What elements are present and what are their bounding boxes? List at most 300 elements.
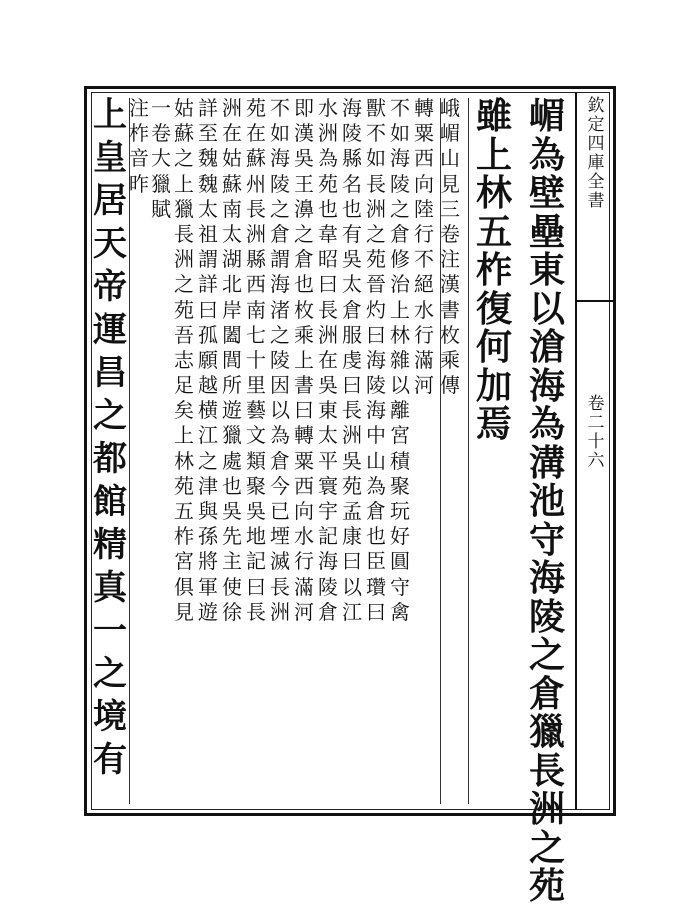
glyph: 蘇	[222, 171, 242, 196]
glyph: 也	[294, 272, 314, 297]
glyph: 陵	[342, 121, 362, 146]
glyph: 服	[342, 322, 362, 347]
glyph: 謂	[198, 247, 218, 272]
glyph: 已	[270, 499, 290, 523]
glyph: 曰	[366, 322, 386, 347]
glyph: 嵋	[528, 95, 565, 137]
glyph: 足	[174, 373, 194, 398]
glyph: 倉	[270, 221, 290, 246]
glyph: 都	[93, 439, 127, 479]
glyph: 因	[270, 373, 290, 398]
note-text-column-4	[412, 98, 436, 400]
glyph: 滿	[414, 347, 434, 372]
glyph: 為	[318, 146, 338, 171]
glyph: 以	[528, 287, 565, 330]
glyph: 也	[222, 473, 242, 498]
glyph: 東	[318, 398, 338, 423]
glyph: 堙	[270, 524, 290, 549]
glyph: 長	[174, 221, 194, 246]
glyph: 柞	[174, 524, 194, 549]
glyph: 之	[198, 448, 218, 473]
glyph: 離	[390, 398, 410, 423]
glyph: 康	[342, 524, 362, 549]
glyph: 陵	[270, 347, 290, 372]
glyph: 北	[222, 272, 242, 297]
glyph: 里	[246, 373, 266, 398]
glyph: 海	[342, 96, 362, 120]
note-text-column-13	[196, 98, 220, 627]
glyph: 乘	[440, 347, 460, 372]
glyph: 韋	[318, 221, 338, 246]
glyph: 山	[440, 146, 460, 171]
glyph: 水	[294, 524, 314, 549]
glyph: 好	[390, 524, 410, 549]
glyph: 一	[151, 96, 171, 120]
glyph: 徐	[222, 599, 242, 624]
glyph: 之	[174, 272, 194, 297]
glyph: 大	[151, 146, 171, 171]
glyph: 賦	[151, 196, 171, 221]
glyph: 縣	[342, 146, 362, 171]
glyph: 苑	[366, 247, 386, 272]
glyph: 見	[440, 171, 460, 196]
note-text-column-5	[388, 98, 412, 627]
glyph: 長	[528, 749, 565, 792]
glyph: 願	[198, 347, 218, 372]
note-text-column-10	[268, 98, 292, 627]
glyph: 晉	[366, 272, 386, 297]
glyph: 之	[93, 396, 127, 436]
glyph: 如	[270, 121, 290, 146]
glyph: 在	[318, 347, 338, 372]
glyph: 五	[475, 210, 512, 253]
glyph: 蘇	[246, 146, 266, 171]
glyph: 上	[475, 133, 512, 176]
glyph: 為	[528, 403, 565, 445]
glyph: 孤	[198, 322, 218, 347]
glyph: 宮	[390, 423, 410, 448]
glyph: 以	[342, 574, 362, 599]
glyph: 音	[129, 146, 149, 171]
glyph: 之	[528, 826, 565, 869]
glyph: 卷	[440, 221, 460, 246]
glyph: 宇	[318, 499, 338, 523]
glyph: 書	[440, 297, 460, 322]
glyph: 苑	[246, 96, 266, 120]
glyph: 記	[246, 549, 266, 574]
glyph: 長	[366, 171, 386, 196]
note-text-column-3	[438, 98, 462, 400]
glyph: 傳	[440, 373, 460, 398]
glyph: 軍	[198, 574, 218, 599]
glyph: 州	[246, 171, 266, 196]
glyph: 洲	[528, 788, 565, 830]
glyph: 越	[198, 373, 218, 398]
glyph: 也	[318, 196, 338, 221]
glyph: 何	[475, 326, 512, 368]
glyph: 行	[294, 549, 314, 574]
glyph: 所	[222, 373, 242, 398]
glyph: 嵋	[440, 121, 460, 146]
glyph: 太	[222, 221, 242, 246]
glyph: 書	[587, 191, 605, 211]
glyph: 十	[587, 432, 605, 452]
glyph: 洲	[222, 96, 242, 120]
glyph: 治	[390, 272, 410, 297]
glyph: 之	[366, 221, 386, 246]
note-text-column-12	[220, 98, 244, 627]
glyph: 地	[246, 524, 266, 549]
glyph: 洲	[318, 121, 338, 146]
glyph: 宮	[174, 549, 194, 574]
column-rule	[129, 98, 130, 804]
glyph: 天	[93, 224, 127, 264]
glyph: 瓚	[366, 574, 386, 599]
glyph: 海	[528, 364, 565, 407]
glyph: 倉	[270, 448, 290, 473]
note-text-column-6	[364, 98, 388, 627]
glyph: 壁	[528, 172, 565, 214]
glyph: 以	[270, 398, 290, 423]
glyph: 海	[528, 557, 565, 599]
glyph: 東	[528, 249, 565, 291]
main-text-column-2	[470, 95, 518, 445]
glyph: 也	[366, 524, 386, 549]
glyph: 南	[222, 196, 242, 221]
volume-label	[584, 396, 608, 472]
glyph: 昨	[129, 171, 149, 196]
glyph: 上	[174, 171, 194, 196]
glyph: 有	[93, 740, 127, 780]
note-text-column-11	[244, 98, 268, 627]
glyph: 見	[174, 599, 194, 624]
book-title	[584, 98, 608, 212]
glyph: 西	[246, 272, 266, 297]
glyph: 姑	[222, 146, 242, 171]
glyph: 真	[93, 568, 127, 608]
note-text-column-8	[316, 98, 340, 627]
glyph: 之	[93, 654, 127, 694]
glyph: 居	[93, 181, 127, 221]
glyph: 遊	[222, 398, 242, 423]
glyph: 陵	[270, 171, 290, 196]
glyph: 矣	[174, 398, 194, 423]
glyph: 魏	[198, 171, 218, 196]
glyph: 謂	[270, 247, 290, 272]
glyph: 志	[174, 347, 194, 372]
main-text-column-17	[92, 95, 128, 786]
glyph: 閭	[222, 347, 242, 372]
glyph: 倉	[390, 221, 410, 246]
glyph: 有	[342, 221, 362, 246]
glyph: 陵	[366, 373, 386, 398]
glyph: 闔	[222, 322, 242, 347]
glyph: 之	[174, 146, 194, 171]
glyph: 岸	[222, 297, 242, 322]
glyph: 與	[198, 499, 218, 523]
glyph: 至	[198, 121, 218, 146]
glyph: 為	[528, 133, 565, 176]
glyph: 以	[390, 373, 410, 398]
glyph: 南	[246, 297, 266, 322]
glyph: 處	[222, 448, 242, 473]
glyph: 上	[294, 347, 314, 372]
glyph: 之	[390, 196, 410, 221]
glyph: 上	[93, 95, 127, 135]
glyph: 長	[246, 599, 266, 624]
glyph: 藝	[246, 398, 266, 423]
glyph: 一	[93, 611, 127, 651]
glyph: 長	[246, 196, 266, 221]
glyph: 館	[93, 482, 127, 522]
glyph: 五	[174, 499, 194, 523]
glyph: 漢	[440, 272, 460, 297]
glyph: 陵	[528, 595, 565, 638]
glyph: 焉	[475, 403, 512, 445]
glyph: 雖	[475, 95, 512, 137]
glyph: 六	[587, 451, 605, 471]
glyph: 西	[414, 146, 434, 171]
glyph: 横	[198, 398, 218, 423]
glyph: 遊	[198, 599, 218, 624]
glyph: 轉	[414, 96, 434, 120]
glyph: 將	[198, 549, 218, 574]
glyph: 書	[294, 373, 314, 398]
glyph: 先	[222, 524, 242, 549]
glyph: 獵	[151, 171, 171, 196]
glyph: 滅	[270, 549, 290, 574]
glyph: 姑	[174, 96, 194, 120]
glyph: 即	[294, 96, 314, 120]
glyph: 長	[342, 398, 362, 423]
glyph: 河	[414, 373, 434, 398]
glyph: 上	[390, 297, 410, 322]
glyph: 太	[342, 272, 362, 297]
glyph: 曰	[366, 599, 386, 624]
glyph: 苑	[528, 865, 565, 907]
glyph: 中	[366, 423, 386, 448]
glyph: 溝	[528, 441, 565, 484]
glyph: 吳	[342, 247, 362, 272]
glyph: 吳	[342, 448, 362, 473]
glyph: 西	[294, 473, 314, 498]
glyph: 峨	[440, 96, 460, 120]
glyph: 七	[246, 322, 266, 347]
glyph: 洲	[174, 247, 194, 272]
glyph: 林	[390, 322, 410, 347]
glyph: 帝	[93, 267, 127, 307]
note-text-column-14	[173, 98, 195, 627]
glyph: 水	[414, 297, 434, 322]
glyph: 洲	[342, 423, 362, 448]
glyph: 圓	[390, 549, 410, 574]
glyph: 河	[294, 599, 314, 624]
glyph: 注	[440, 247, 460, 272]
glyph: 林	[174, 448, 194, 473]
glyph: 今	[270, 473, 290, 498]
glyph: 吳	[318, 373, 338, 398]
glyph: 林	[475, 172, 512, 214]
glyph: 不	[414, 247, 434, 272]
glyph: 壘	[528, 210, 565, 253]
glyph: 玩	[390, 499, 410, 523]
glyph: 三	[440, 196, 460, 221]
glyph: 池	[528, 480, 565, 522]
glyph: 為	[270, 423, 290, 448]
glyph: 昌	[93, 353, 127, 393]
glyph: 陵	[318, 574, 338, 599]
glyph: 不	[390, 96, 410, 120]
glyph: 獵	[528, 711, 565, 753]
glyph: 曰	[294, 398, 314, 423]
glyph: 吳	[294, 146, 314, 171]
glyph: 濞	[294, 196, 314, 221]
glyph: 苑	[342, 473, 362, 498]
glyph: 獵	[222, 423, 242, 448]
glyph: 精	[93, 525, 127, 565]
glyph: 倉	[318, 599, 338, 624]
glyph: 在	[222, 121, 242, 146]
note-text-column-7	[340, 98, 364, 627]
glyph: 江	[198, 423, 218, 448]
glyph: 之	[294, 221, 314, 246]
glyph: 津	[198, 473, 218, 498]
glyph: 庫	[587, 153, 605, 173]
glyph: 枚	[294, 297, 314, 322]
glyph: 山	[366, 448, 386, 473]
glyph: 枚	[440, 322, 460, 347]
glyph: 聚	[246, 473, 266, 498]
margin-fishtail-mark	[575, 300, 615, 302]
main-text-column-1	[522, 95, 572, 907]
glyph: 長	[318, 297, 338, 322]
glyph: 行	[414, 322, 434, 347]
glyph: 太	[318, 423, 338, 448]
glyph: 吳	[222, 499, 242, 523]
glyph: 祖	[198, 221, 218, 246]
glyph: 行	[414, 221, 434, 246]
glyph: 上	[174, 423, 194, 448]
glyph: 乘	[294, 322, 314, 347]
glyph: 運	[93, 310, 127, 350]
glyph: 洲	[246, 221, 266, 246]
glyph: 滄	[528, 326, 565, 368]
glyph: 海	[366, 347, 386, 372]
glyph: 如	[366, 146, 386, 171]
glyph: 之	[270, 196, 290, 221]
glyph: 名	[342, 171, 362, 196]
glyph: 積	[390, 448, 410, 473]
glyph: 虔	[342, 347, 362, 372]
glyph: 記	[318, 524, 338, 549]
glyph: 使	[222, 574, 242, 599]
note-text-column-16	[128, 98, 150, 199]
glyph: 苑	[318, 171, 338, 196]
glyph: 四	[587, 134, 605, 154]
glyph: 倉	[342, 297, 362, 322]
glyph: 類	[246, 448, 266, 473]
glyph: 曰	[318, 272, 338, 297]
glyph: 之	[270, 322, 290, 347]
glyph: 倉	[366, 499, 386, 523]
glyph: 倉	[528, 672, 565, 715]
glyph: 海	[270, 272, 290, 297]
glyph: 王	[294, 171, 314, 196]
glyph: 境	[93, 697, 127, 737]
glyph: 苑	[174, 473, 194, 498]
glyph: 皇	[93, 138, 127, 178]
glyph: 在	[246, 121, 266, 146]
glyph: 向	[414, 171, 434, 196]
glyph: 注	[129, 96, 149, 120]
glyph: 主	[222, 549, 242, 574]
glyph: 獵	[174, 196, 194, 221]
glyph: 曰	[198, 297, 218, 322]
glyph: 不	[270, 96, 290, 120]
note-text-column-9	[292, 98, 316, 627]
glyph: 孫	[198, 524, 218, 549]
glyph: 平	[318, 448, 338, 473]
glyph: 孟	[342, 499, 362, 523]
glyph: 卷	[587, 394, 605, 414]
glyph: 漢	[294, 121, 314, 146]
glyph: 寰	[318, 473, 338, 498]
glyph: 如	[390, 121, 410, 146]
glyph: 也	[342, 196, 362, 221]
glyph: 詳	[198, 272, 218, 297]
glyph: 昭	[318, 247, 338, 272]
glyph: 苑	[174, 297, 194, 322]
glyph: 之	[528, 634, 565, 676]
glyph: 守	[390, 574, 410, 599]
glyph: 文	[246, 423, 266, 448]
glyph: 復	[475, 287, 512, 330]
glyph: 雜	[390, 347, 410, 372]
margin-band-separator	[575, 92, 577, 810]
glyph: 柞	[475, 249, 512, 291]
glyph: 滿	[294, 574, 314, 599]
glyph: 轉	[294, 423, 314, 448]
glyph: 修	[390, 247, 410, 272]
glyph: 吾	[174, 322, 194, 347]
glyph: 洲	[270, 599, 290, 624]
glyph: 曰	[342, 373, 362, 398]
glyph: 欽	[587, 96, 605, 116]
glyph: 海	[270, 146, 290, 171]
glyph: 江	[342, 599, 362, 624]
glyph: 蘇	[174, 121, 194, 146]
glyph: 俱	[174, 574, 194, 599]
glyph: 守	[528, 518, 565, 561]
glyph: 詳	[198, 96, 218, 120]
glyph: 海	[390, 146, 410, 171]
glyph: 洲	[318, 322, 338, 347]
glyph: 加	[475, 364, 512, 407]
column-rule	[468, 98, 469, 804]
glyph: 粟	[414, 121, 434, 146]
glyph: 湖	[222, 247, 242, 272]
glyph: 海	[366, 398, 386, 423]
note-text-column-15	[150, 98, 172, 224]
glyph: 二	[587, 413, 605, 433]
glyph: 全	[587, 172, 605, 192]
glyph: 不	[366, 121, 386, 146]
glyph: 為	[366, 473, 386, 498]
glyph: 長	[270, 574, 290, 599]
glyph: 洲	[366, 196, 386, 221]
glyph: 渚	[270, 297, 290, 322]
glyph: 水	[318, 96, 338, 120]
